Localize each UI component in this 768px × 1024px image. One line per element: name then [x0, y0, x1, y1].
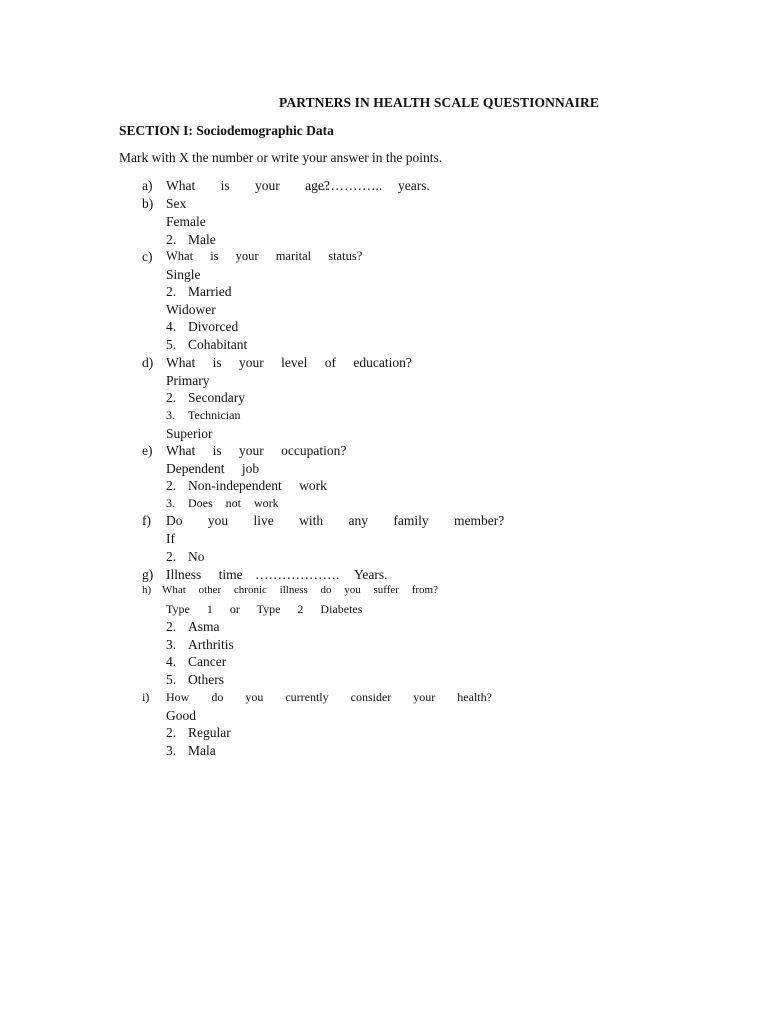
question-text: What is your age? [166, 178, 330, 193]
question-marker: d) [142, 355, 154, 370]
answer-unit: years. [398, 178, 430, 193]
question-marker: a) [142, 178, 153, 193]
document-page: PARTNERS IN HEALTH SCALE QUESTIONNAIRE SECTION I: Sociodemographic Data Mark with X the number or write your answer in the points. a) What is your age? …………….. years. b) Sex Female 2. Male c) What is your marital status? Single 2. Married Widower 4. Divorced 5. Cohabitant d) What is your level of education? Primary 2. Secondary 3. Technician Superior e) What is your occupation? Dependent job 2. Non-independent work 3. Does not work f) Do you live with any family member? If 2. No g) Illness time ………………. Years. h) What other chronic illness do you suffer from? Type 1 or Type 2 Diabetes 2. Asma 3. Arthritis 4. Cancer 5. Others i) How do you currently consider your health? Good 2. Regular 3. Mala [0, 0, 768, 1024]
section-title: SECTION I: Sociodemographic Data [119, 123, 334, 138]
answer-blank: …………….. [308, 178, 383, 193]
question-marker: h) [142, 584, 152, 596]
question-text: Illness time [166, 567, 243, 582]
question-marker: b) [142, 196, 154, 211]
answer-blank: ………………. [255, 567, 340, 582]
page-title: PARTNERS IN HEALTH SCALE QUESTIONNAIRE [279, 95, 599, 110]
question-text: Do you live with any family member? [166, 513, 505, 528]
question-text: What other chronic illness do you suffer from? [162, 584, 438, 596]
answer-unit: Years. [354, 567, 388, 582]
question-marker: g) [142, 567, 154, 582]
question-text: How do you currently consider your health? [166, 690, 492, 704]
instructions-text: Mark with X the number or write your answer in the points. [119, 150, 443, 165]
question-text: What is your occupation? [166, 443, 347, 458]
question-marker: f) [142, 513, 151, 528]
question-text: What is your level of education? [166, 355, 412, 370]
question-marker: c) [142, 249, 153, 264]
question-marker: e) [142, 443, 153, 458]
question-marker: i) [142, 690, 150, 704]
question-text: Sex [166, 196, 187, 211]
question-text: What is your marital status? [166, 249, 363, 263]
